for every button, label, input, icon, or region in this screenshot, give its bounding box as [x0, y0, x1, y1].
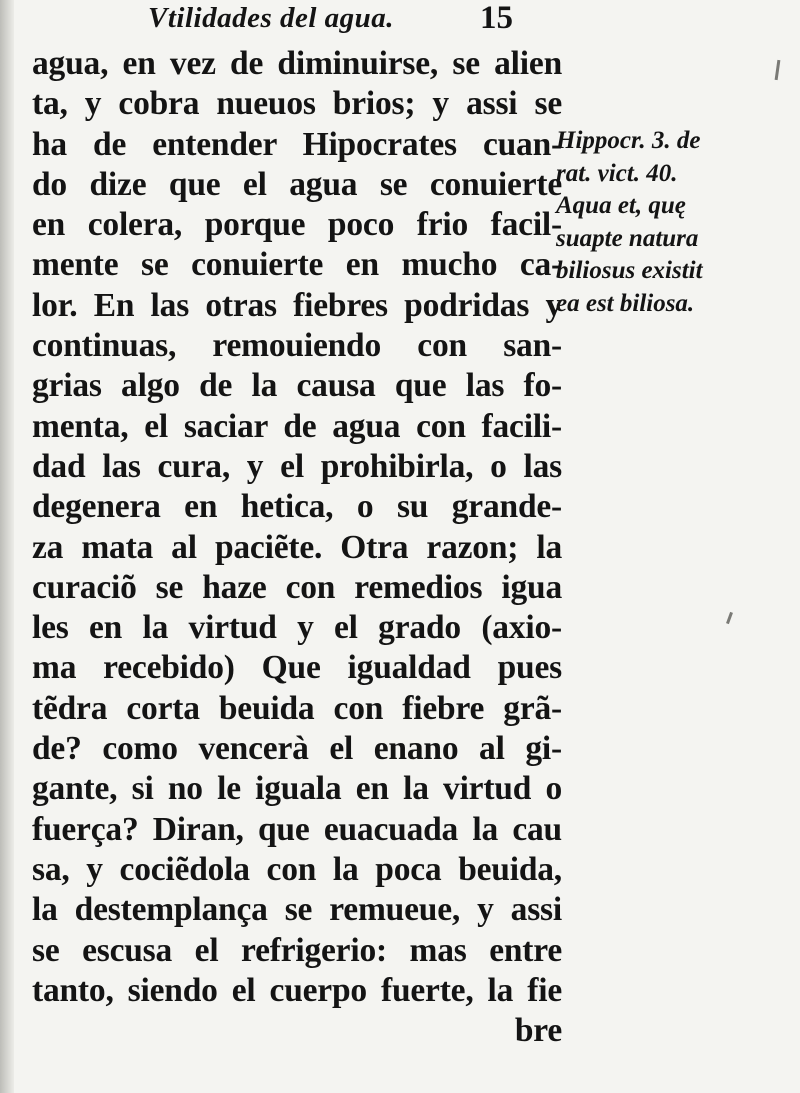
text-line: mente se conuierte en mucho ca- — [32, 246, 562, 284]
margin-note-line: suapte natura — [556, 224, 699, 252]
text-line: en colera, porque poco frio facil- — [32, 206, 562, 244]
text-line: agua, en vez de diminuirse, se alien — [32, 45, 562, 82]
text-line: tanto, siendo el cuerpo fuerte, la fie — [32, 971, 562, 1009]
text-line: dad las cura, y el prohibirla, o las — [32, 447, 562, 485]
text-line: lor. En las otras fiebres podridas y — [32, 286, 562, 324]
text-line: fuerça? Diran, que euacuada la cau — [32, 810, 562, 848]
margin-note-line: Aqua et, quę — [556, 192, 686, 219]
ink-speck — [726, 612, 733, 624]
margin-notes — [556, 125, 766, 320]
catchword: bre — [514, 1012, 562, 1050]
text-line: continuas, remouiendo con san- — [32, 327, 562, 365]
text-line: les en la virtud y el grado (axio- — [32, 609, 562, 647]
margin-note-line: ea est biliosa. — [556, 289, 695, 317]
margin-note-line: biliosus existit — [556, 257, 703, 284]
main-text — [32, 44, 562, 1051]
text-line: do dize que el agua se conuierte — [32, 165, 562, 203]
page-edge — [0, 0, 14, 1093]
text-line: menta, el saciar de agua con facili- — [32, 407, 562, 445]
text-line: tẽdra corta beuida con fiebre grã- — [32, 689, 562, 727]
margin-note-line: Hippocr. 3. de — [556, 127, 701, 154]
text-line: la destemplança se remueue, y assi — [32, 891, 562, 929]
text-line: sa, y cociẽdola con la poca beuida, — [32, 850, 562, 888]
text-line: gante, si no le iguala en la virtud o — [32, 770, 562, 808]
running-head — [148, 2, 558, 42]
text-line: degenera en hetica, o su grande- — [32, 488, 562, 526]
page-number: 15 — [480, 0, 513, 36]
ink-speck — [775, 60, 781, 80]
text-line: za mata al paciẽte. Otra razon; la — [32, 528, 562, 566]
running-title: Vtilidades del agua. — [148, 2, 395, 34]
text-line: ma recebido) Que igualdad pues — [32, 649, 562, 687]
text-line: de? como vencerà el enano al gi- — [32, 730, 562, 768]
margin-note-line: rat. vict. 40. — [556, 159, 678, 187]
text-line: curaciõ se haze con remedios igua — [32, 568, 562, 606]
text-line: grias algo de la causa que las fo- — [32, 367, 562, 405]
text-line: ta, y cobra nueuos brios; y assi se — [32, 85, 562, 123]
text-line: ha de entender Hipocrates cuan- — [32, 125, 562, 163]
text-line: se escusa el refrigerio: mas entre — [32, 931, 562, 969]
